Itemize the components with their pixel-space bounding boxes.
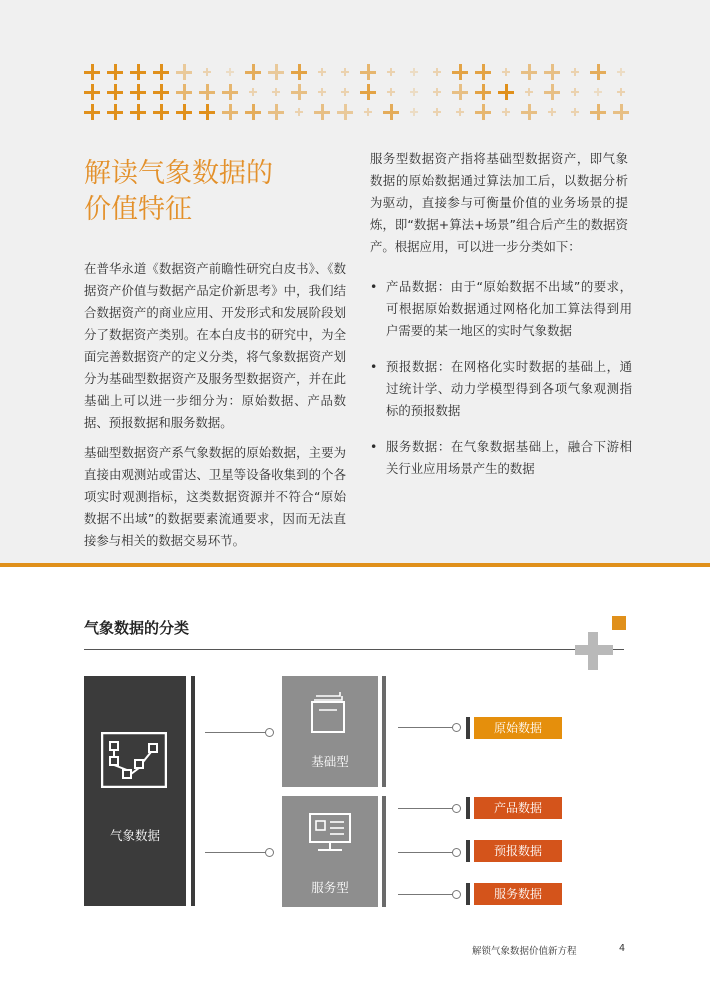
plus-mark-icon: [176, 64, 192, 80]
plus-mark-icon: [433, 68, 441, 76]
connector-line: [205, 732, 267, 733]
root-node-box: [84, 676, 186, 906]
plus-mark-icon: [475, 104, 491, 120]
plus-mark-icon: [544, 84, 560, 100]
classification-list: [370, 276, 632, 494]
stack-boxes-icon: [310, 690, 350, 734]
root-node-label: 气象数据: [109, 828, 160, 843]
plus-mark-icon: [410, 88, 418, 96]
type-node-label: 服务型: [311, 880, 349, 895]
connector-dot: [452, 804, 461, 813]
plus-mark-icon: [199, 84, 215, 100]
plus-mark-icon: [245, 64, 261, 80]
title-underline: [84, 649, 624, 650]
plus-mark-icon: [176, 84, 192, 100]
orange-square-decoration: [612, 616, 626, 630]
plus-pattern-decoration: [84, 64, 644, 124]
connector-dot: [265, 728, 274, 737]
plus-mark-icon: [226, 68, 234, 76]
plus-mark-icon: [387, 68, 395, 76]
paragraph-intro: 在普华永道《数据资产前瞻性研究白皮书》、《数据资产价值与数据产品定价新思考》中，我们结合数据资产的商业应用、开发形式和发展阶段划分了数据资产类别。在本白皮书的研究中，为全面完善数据资产的定义分类，将气象数据资产划分为基础型数据资产及服务型数据资产，并在此基础上可以进一步细分为：原始数据、产品数据、预报数据和服务数据。: [84, 261, 346, 430]
connector-line: [398, 808, 454, 809]
plus-mark-icon: [548, 108, 556, 116]
plus-mark-icon: [107, 104, 123, 120]
connector-line: [205, 852, 267, 853]
plus-mark-icon: [268, 64, 284, 80]
plus-mark-icon: [203, 68, 211, 76]
leaf-raw-data: 原始数据: [474, 717, 562, 739]
leaf-bar: [466, 797, 470, 819]
plus-mark-icon: [153, 84, 169, 100]
plus-mark-icon: [617, 88, 625, 96]
plus-mark-icon: [268, 104, 284, 120]
plus-mark-icon: [291, 64, 307, 80]
headline-line1: 解读气象数据的: [84, 158, 273, 189]
plus-mark-icon: [130, 104, 146, 120]
leaf-service-data: 服务数据: [474, 883, 562, 905]
plus-mark-icon: [521, 104, 537, 120]
connector-dot: [265, 848, 274, 857]
plus-mark-icon: [318, 68, 326, 76]
plus-mark-icon: [107, 84, 123, 100]
paragraph-service-assets: 服务型数据资产指将基础型数据资产，即气象数据的原始数据通过算法加工后，以数据分析为驱动，直接参与可衡量价值的业务场景的提炼，即“数据+算法+场景”组合后产生的数据资产。根据应用，可以进一步分类如下：: [370, 151, 628, 254]
list-item: • 服务数据：在气象数据基础上，融合下游相关行业应用场景产生的数据: [370, 436, 632, 480]
section-divider: [0, 563, 710, 567]
list-item: • 产品数据：由于“原始数据不出域”的要求，可根据原始数据通过网格化加工算法得到用户需要的某一地区的实时气象数据: [370, 276, 632, 342]
plus-mark-icon: [153, 64, 169, 80]
leaf-bar: [466, 840, 470, 862]
leaf-bar: [466, 717, 470, 739]
plus-mark-icon: [272, 88, 280, 96]
plus-mark-icon: [571, 108, 579, 116]
plus-mark-icon: [291, 84, 307, 100]
connector-dot: [452, 890, 461, 899]
plus-mark-icon: [594, 88, 602, 96]
plus-mark-icon: [130, 64, 146, 80]
leaf-product-data: 产品数据: [474, 797, 562, 819]
diagram-title: 气象数据的分类: [84, 619, 190, 637]
plus-mark-icon: [295, 108, 303, 116]
plus-mark-icon: [360, 64, 376, 80]
plus-mark-icon: [337, 104, 353, 120]
plus-mark-icon: [364, 108, 372, 116]
plus-mark-icon: [245, 104, 261, 120]
monitor-icon: [308, 812, 352, 854]
plus-mark-icon: [84, 64, 100, 80]
plus-mark-icon: [153, 104, 169, 120]
page-headline: [84, 156, 344, 228]
paragraph-basic-assets: 基础型数据资产系气象数据的原始数据，主要为直接由观测站或雷达、卫星等设备收集到的个各项实时观测指标，这类数据资源并不符合“原始数据不出域”的数据要素流通要求，因而无法直接参与相关的数据交易环节。: [84, 445, 346, 548]
plus-mark-icon: [387, 88, 395, 96]
plus-mark-icon: [571, 68, 579, 76]
connector-dot: [452, 848, 461, 857]
plus-mark-icon: [360, 84, 376, 100]
plus-mark-icon: [475, 84, 491, 100]
plus-mark-icon: [498, 84, 514, 100]
flow-chart-icon: [101, 732, 167, 788]
plus-mark-icon: [130, 84, 146, 100]
footer-title: 解锁气象数据价值新方程: [472, 946, 577, 957]
plus-mark-icon: [341, 88, 349, 96]
plus-mark-icon: [452, 84, 468, 100]
leaf-bar: [466, 883, 470, 905]
type-node-label: 基础型: [311, 754, 349, 769]
plus-mark-icon: [249, 88, 257, 96]
gray-plus-decoration: [588, 632, 598, 670]
root-node-bar: [191, 676, 195, 906]
connector-line: [398, 894, 454, 895]
plus-mark-icon: [314, 104, 330, 120]
plus-mark-icon: [383, 104, 399, 120]
plus-mark-icon: [525, 88, 533, 96]
plus-mark-icon: [433, 88, 441, 96]
plus-mark-icon: [590, 64, 606, 80]
plus-mark-icon: [521, 64, 537, 80]
leaf-forecast-data: 预报数据: [474, 840, 562, 862]
plus-mark-icon: [176, 104, 192, 120]
connector-line: [398, 727, 454, 728]
plus-mark-icon: [571, 88, 579, 96]
list-item: • 预报数据：在网格化实时数据的基础上，通过统计学、动力学模型得到各项气象观测指标的预报数据: [370, 356, 632, 422]
plus-mark-icon: [502, 68, 510, 76]
plus-mark-icon: [590, 104, 606, 120]
plus-mark-icon: [341, 68, 349, 76]
plus-mark-icon: [199, 104, 215, 120]
plus-mark-icon: [410, 108, 418, 116]
plus-mark-icon: [456, 108, 464, 116]
plus-mark-icon: [84, 84, 100, 100]
plus-mark-icon: [452, 64, 468, 80]
plus-mark-icon: [613, 104, 629, 120]
type-node-bar: [382, 676, 386, 787]
plus-mark-icon: [107, 64, 123, 80]
type-node-bar: [382, 796, 386, 907]
headline-line2: 价值特征: [84, 194, 192, 225]
plus-mark-icon: [617, 68, 625, 76]
connector-dot: [452, 723, 461, 732]
plus-mark-icon: [433, 108, 441, 116]
plus-mark-icon: [84, 104, 100, 120]
plus-mark-icon: [222, 84, 238, 100]
page-number: 4: [619, 943, 626, 954]
connector-line: [398, 852, 454, 853]
plus-mark-icon: [502, 108, 510, 116]
plus-mark-icon: [222, 104, 238, 120]
plus-mark-icon: [410, 68, 418, 76]
plus-mark-icon: [544, 64, 560, 80]
plus-mark-icon: [318, 88, 326, 96]
plus-mark-icon: [475, 64, 491, 80]
